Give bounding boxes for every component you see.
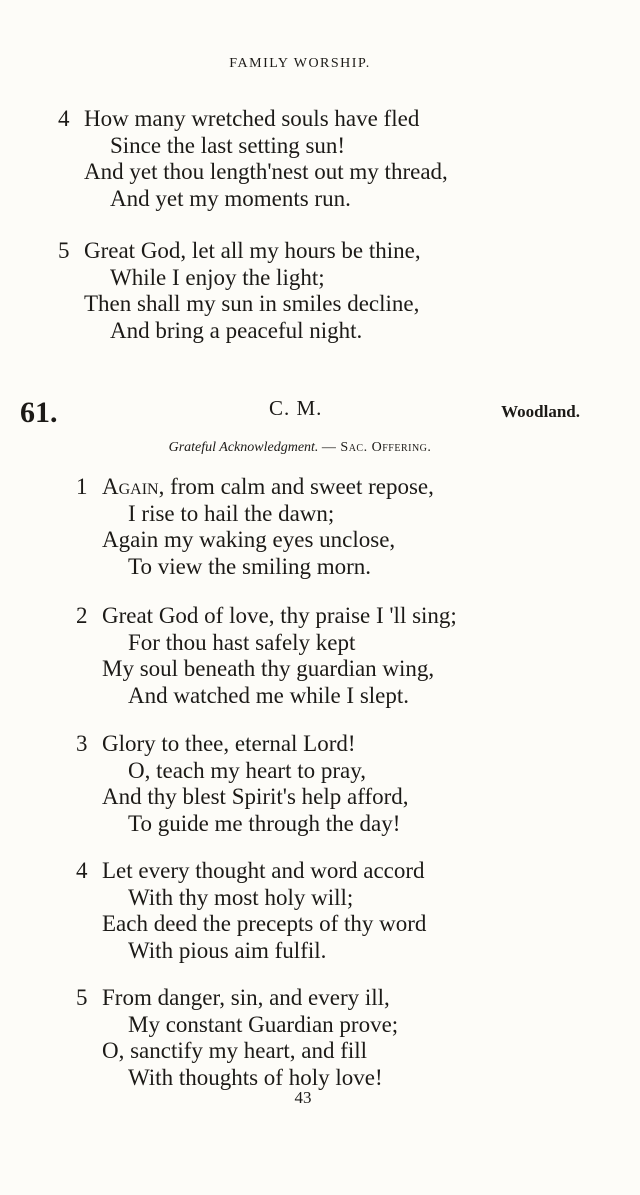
stanza-line: O, teach my heart to pray, <box>128 757 366 783</box>
hymn-stanza-2 <box>76 603 457 709</box>
hymn-source: — Sac. Offering. <box>321 440 432 455</box>
stanza-line: With thoughts of holy love! <box>128 1064 383 1090</box>
stanza-line: And thy blest Spirit's help afford, <box>102 784 409 809</box>
stanza-line: Then shall my sun in smiles decline, <box>84 291 420 316</box>
stanza-number: 3 <box>76 731 88 756</box>
hymn-subtitle <box>0 440 600 456</box>
stanza-number: 1 <box>76 474 88 499</box>
stanza-line: And watched me while I slept. <box>128 682 410 708</box>
stanza-line: Since the last setting sun! <box>110 132 346 158</box>
stanza-line: And bring a peaceful night. <box>110 317 363 343</box>
hymn-stanza-4 <box>76 858 426 964</box>
stanza-line: 4 How many wretched souls have fled <box>58 106 420 131</box>
stanza-number: 4 <box>58 106 70 131</box>
tune-name: Woodland. <box>501 402 580 421</box>
stanza-line: To view the smiling morn. <box>128 553 372 579</box>
stanza-line: And yet thou length'nest out my thread, <box>84 159 448 184</box>
stanza-line: While I enjoy the light; <box>110 264 325 290</box>
hymn-stanza-1 <box>76 474 434 580</box>
stanza-line: I rise to hail the dawn; <box>128 500 335 526</box>
hymn-title: Grateful Acknowledgment. <box>168 440 319 455</box>
stanza-line: 1 Again, from calm and sweet repose, <box>76 474 434 499</box>
stanza-line: Again my waking eyes unclose, <box>102 527 396 552</box>
hymn-stanza-3 <box>76 731 409 837</box>
stanza-line: O, sanctify my heart, and fill <box>102 1038 368 1063</box>
stanza-line: With pious aim fulfil. <box>128 937 327 963</box>
stanza-line: Each deed the precepts of thy word <box>102 911 427 936</box>
hymn-heading <box>20 396 580 429</box>
stanza-line: To guide me through the day! <box>128 810 401 836</box>
stanza-number: 2 <box>76 603 88 628</box>
previous-stanza-4 <box>58 106 448 212</box>
stanza-line: And yet my moments run. <box>110 185 351 211</box>
stanza-line: 5 Great God, let all my hours be thine, <box>58 238 421 263</box>
hymn-number: 61. <box>20 396 58 429</box>
running-head: FAMILY WORSHIP. <box>229 56 371 71</box>
page-number: 43 <box>294 1088 312 1107</box>
hymn-stanza-5 <box>76 985 398 1091</box>
stanza-line: My soul beneath thy guardian wing, <box>102 656 435 681</box>
hymn-meter: C. M. <box>269 396 323 420</box>
stanza-number: 5 <box>58 238 70 263</box>
stanza-line: 3 Glory to thee, eternal Lord! <box>76 731 356 756</box>
stanza-line: My constant Guardian prove; <box>128 1011 399 1037</box>
previous-stanza-5 <box>58 238 421 344</box>
stanza-line: 4 Let every thought and word accord <box>76 858 425 883</box>
stanza-number: 4 <box>76 858 88 883</box>
stanza-number: 5 <box>76 985 88 1010</box>
first-word: Again <box>102 474 159 499</box>
stanza-line: With thy most holy will; <box>128 884 354 910</box>
stanza-line: 2 Great God of love, thy praise I 'll sing; <box>76 603 457 628</box>
stanza-line: For thou hast safely kept <box>128 629 356 655</box>
stanza-line: 5 From danger, sin, and every ill, <box>76 985 390 1010</box>
